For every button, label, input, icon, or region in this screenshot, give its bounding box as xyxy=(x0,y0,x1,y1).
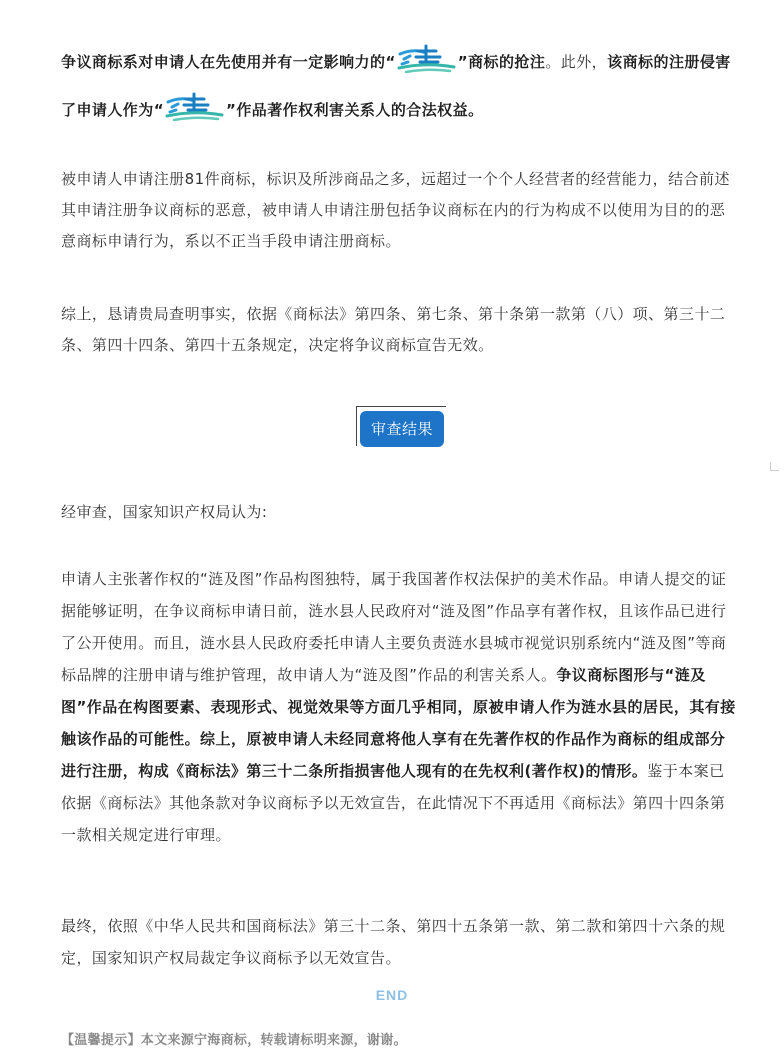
badge-frame-left xyxy=(356,406,357,446)
paragraph-review-intro: 经审查，国家知识产权局认为: xyxy=(61,503,268,521)
paragraph-bad-faith: 被申请人申请注册81件商标，标识及所涉商品之多，远超过一个个人经营者的经营能力，结合前述其申请注册争议商标的恶意，被申请人申请注册包括争议商标在内的行为构成不以使用为目的的恶意商标申请行为，系以不正当手段申请注册商标。 xyxy=(61,170,730,250)
review-normal-1: 申请人主张著作权的“涟及图”作品构图独特，属于我国著作权法保护的美术作品。申请人提交的证据能够证明，在争议商标申请日前，涟水县人民政府对“涟及图”作品享有著作权，且该作品已进行了公开使用。而且，涟水县人民政府委托申请人主要负责涟水县城市视觉识别系统内“涟及图”等商标品牌的注册申请与维护管理，故申请人为“涟及图”作品的利害关系人。 xyxy=(61,570,727,684)
claim-part-3: 。此外， xyxy=(545,53,608,71)
corner-mark xyxy=(770,462,779,471)
review-bold: 争议商标图形与“涟及图”作品在构图要素、表现形式、视觉效果等方面几乎相同，原被申请人作为涟水县的居民，其有接触该作品的可能性。综上，原被申请人未经同意将他人享有在先著作权的作品作为商标的组成部分进行注册，构成《商标法》第三十二条所指损害他人现有的在先权利(著作权)的情形。 xyxy=(61,666,736,780)
claim-part-2: ”商标的抢注 xyxy=(457,53,546,71)
end-mark: END xyxy=(375,987,409,1003)
paragraph-request: 综上，恳请贵局查明事实，依据《商标法》第四条、第七条、第十条第一款第（八）项、第三十二条、第四十四条、第四十五条规定，决定将争议商标宣告无效。 xyxy=(61,305,726,354)
claim-part-1: 争议商标系对申请人在先使用并有一定影响力的“ xyxy=(61,53,396,71)
lian-logo-icon xyxy=(164,90,226,124)
paragraph-review-body xyxy=(61,563,739,851)
lian-logo-icon xyxy=(396,42,458,76)
badge-frame-top xyxy=(356,406,446,407)
claim-part-5: ”作品著作权利害关系人的合法权益。 xyxy=(226,101,484,119)
footer-tip: 【温馨提示】本文来源宁海商标，转载请标明来源，谢谢。 xyxy=(61,1033,407,1048)
section-badge-review-result: 审查结果 xyxy=(360,411,444,447)
paragraph-decision: 最终，依照《中华人民共和国商标法》第三十二条、第四十五条第一款、第二款和第四十六条的规定，国家知识产权局裁定争议商标予以无效宣告。 xyxy=(61,917,726,967)
paragraph-claim xyxy=(61,38,739,134)
claim-part-4: 该商标的注册侵害了申请人作为“ xyxy=(61,53,731,119)
review-normal-2: 鉴于本案已依据《商标法》其他条款对争议商标予以无效宣告，在此情况下不再适用《商标法》第四十四条第一款相关规定进行审理。 xyxy=(61,762,726,844)
